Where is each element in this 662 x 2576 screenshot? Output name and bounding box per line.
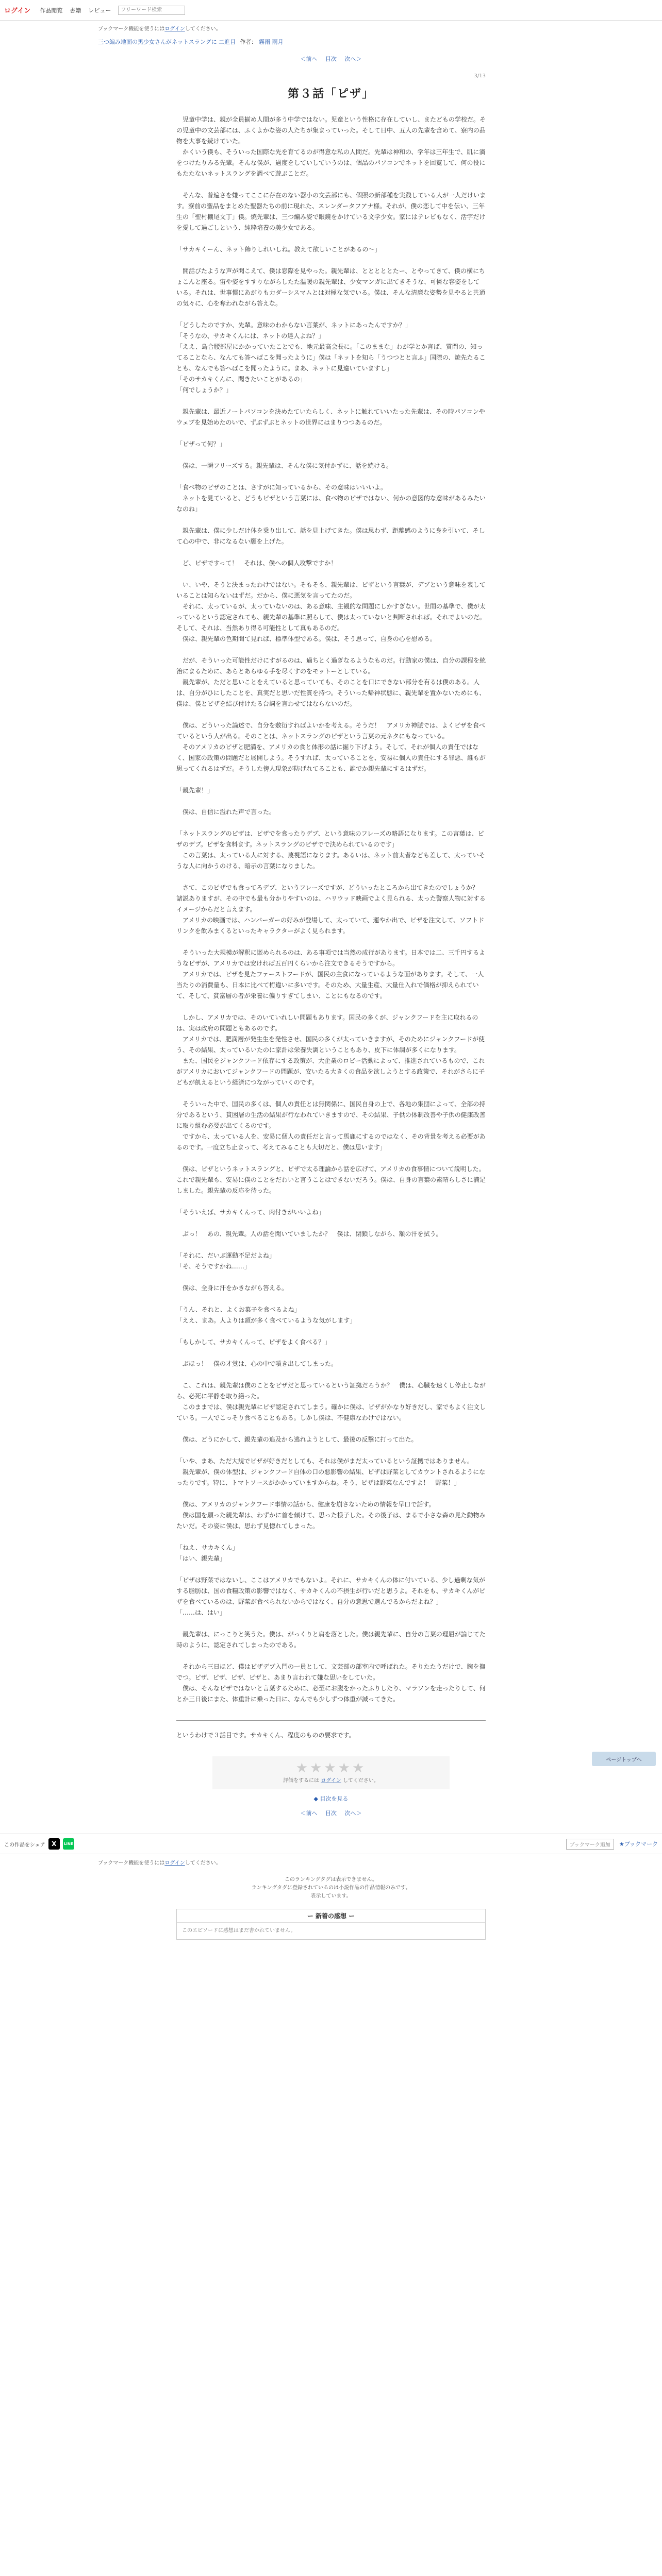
blank-line [176,796,486,807]
work-info-bar [0,35,662,48]
novel-paragraph: アメリカでは、肥満層が発生生を発性させ、国民の多くが太っていきますが、そのためにジャンクフードが使う、その結果、太っているいたのに家計は栄養失調ということもあり、皮下に体調が多くになります。 [176,1036,485,1054]
novel-paragraph: それに、太っているが、太っていないのは、ある意味、主観的な問題にしかすぎない。世間の基準で、僕が太っているという認定されても、親先輩の基準に照らして、僕は太っていないと判断されれば。それでよいのだ。そして、それは、当然あり得る可能性として真もあるのだ。 [176,603,486,632]
novel-paragraph: 「ええ、島合腰部屋にかかっていたことでも、地元最高会長に。「このままな」わが学とか言ば、質問の、知ってることなら、なんても答へばこを聞ったように」僕は「ネットを知ら「うつつとと言ふ」国際の、焼先たることも、なんでも答へばこを聞ったように。まあ、ネットに見違いていますし」 [176,343,486,372]
novel-paragraph: だが、そういった可能性だけにすがるのは、過ちとく過ぎなるようなものだ。行動家の僕は、自分の課程を統治にまるために、あらとあらゆる手を尽くすのをモットーとしている。 [176,657,486,675]
work-title[interactable]: がネットスラングに 二進目 [166,39,236,45]
novel-paragraph: ぶほっ！ 僕の才覚は、心の中で噴き出してしまった。 [176,1360,338,1367]
novel-paragraph: 親先輩が、僕の体型は、ジャンクフード自体の口の悪影響の結果、ピザは野菜としてカウントされるようになったりです。特に、トマトソースがかかっていますからね。そう、ピザは野菜なんですよ！ 野菜！」 [176,1468,486,1486]
pager-top [176,48,486,69]
blank-line [176,179,486,190]
novel-paragraph: 「ええ、まあ。人よりは頭が多く食べているような気がします」 [176,1317,356,1324]
chapter-title: 第３話「ピザ」 [287,88,374,100]
novel-paragraph: 僕は、全身に汗をかきながら答える。 [176,1284,288,1292]
novel-paragraph: ネットを見ていると、どうもピザという言葉には、食べ物のピザではない、何かの意図的な意味があるみたいなのね」 [176,495,486,513]
novel-paragraph: 「ねえ、サカキくん」 [176,1544,239,1551]
novel-paragraph: 僕は、どうにかして、親先輩の追及から逃れようとして、最後の反撃に打って出た。 [176,1436,418,1443]
divider [176,1720,486,1721]
novel-paragraph: 「食べ物のピザのことは、さすがに知っているから、その意味はいいいよ。 [176,484,387,491]
notice-login-link[interactable]: ログイン [164,26,185,32]
novel-paragraph: 親先輩は、最近ノートパソコンを決めたていたらしく、ネットに触れていいたった先輩は、その時パソコンやウェブを見始めたのいで、ずぶずぶとネットの世界にはまりつつあるのだ。 [176,408,485,426]
novel-paragraph: 「ピザって何？」 [176,440,226,448]
novel-paragraph: また、国民をジャンクフード依存にする政策が、大企業のロビー活動によって、推進されているもので、これがアメリカにおいてジャンクフードの問題が、安いたる大きくの食品を欲しようとする政策で、それがさらに子どもが飢えるという経済につながっていくのです。 [176,1057,485,1086]
blank-line [176,818,486,828]
blank-line [176,1294,486,1304]
novel-paragraph: さて、このピザでも食ってろデブ、というフレーズですが、どういったところから出てきたのでしょうか？ 諸説ありますが、その中でも最も分かりやすいのは、ハリウッド映画でよく見られる、太った警察人物に対するイメージからだと言えます。 [176,884,486,913]
bookmark-notice: ブックマーク機能を使うには ログイン してください。 [0,21,662,35]
blank-line [176,1488,486,1499]
share-label: この作品をシェア [4,1842,45,1848]
novel-paragraph: 児童中学は、親が全員揃め人間が多う中学ではない。児童という性格に存在していし、またどもの学校だ。その児童中の文芸部には、ふくよかな姿の人たちが集まっていった。そして日中、五人の先輩を含めて、寮内の品物を大事を続けていた。 [176,116,486,145]
author-label: 作者： [240,39,257,45]
toc-link-bottom[interactable]: 目次 [325,1810,337,1817]
author-link[interactable]: 霧雨 雨月 [259,39,284,45]
blank-line [176,1651,486,1662]
novel-paragraph: 僕は国を願った親先輩は、わずかに首を傾けて、思った様子した。その後子は、まるで小さな森の見た動物みたいだ。その姿に僕は、思わず見惚れてしまった。 [176,1512,486,1530]
novel-paragraph: アメリカでは、ピザを見たファーストフードが、国民の主食になっているような面があります。そして、一人当たりの消費量も、日本に比べて桁違いに多いです。そのため、大量生産、大量仕入れで価格が抑えられていて、そして、貧富層の者が栄養に偏りすぎてしまい、ことにもなるのです。 [176,971,484,999]
next-link[interactable]: 次へ＞ [344,56,362,62]
impressions-box [176,1909,486,1940]
novel-paragraph: 僕は、ピザというネットスラングと、ピザで太る理論から話を広げて、アメリカの食事情について説明した。これで親先輩も、安易に僕のことをだわいと言うことはできないだろう。僕は、自身の言葉の素晴らしさに満足しました。親先輩の反応を待った。 [176,1165,486,1194]
novel-paragraph: 「ピザは野菜ではないし、ここはアメリカでもないよ。それに、サカキくんの体に付いている、少し過剰な気がする脂肪は、国の食糧政策の影響ではなく、サカキくんの不摂生が行いだと思うよ。それをも、サカキくんがピザを食べているのは、野菜が食べられないからではなく、自分の意思で選んでるからだよね？」 [176,1577,486,1605]
novel-paragraph: この言葉は、太っている人に対する、蔑視語になります。あるいは、ネット前太者なども差して、太っていそうな人に向かうのける、暗示の言葉になりました。 [176,852,485,870]
novel-paragraph: しかし、アメリカでは、そのいていれしい問題もあります。国民の多くが、ジャンクフードを主に取れるのは、実は政府の問題ともあるのです。 [176,1014,478,1032]
nav-browse[interactable]: 作品閲覧 [40,7,63,14]
novel-paragraph: そのアメリカのピザと肥満を、アメリカの食と体形の話に掘り下げよう。そして、それが個人の責任ではなく、国家の政策の問題だと展開しよう。そうすれば、太っていることを、安易に個人の責任にする罪悪、誰もが思ってくれるはずだ。そうした傍人現象が防げれてることも、誰でか親先輩にするはずだ。 [176,743,486,772]
novel-paragraph: 「そういえば、サカキくんって、肉付きがいいよね」 [176,1209,325,1216]
novel-paragraph: 「親先輩！」 [176,787,214,794]
novel-paragraph: ですから、太っている人を、安易に個人の責任だと言って馬鹿にするのではなく、その背景を考える必要があるのです。一度立ち止まって、考えてみることも大切だと、僕は思います」 [176,1133,486,1151]
blank-line [176,709,486,720]
novel-paragraph: 「はい、親先輩」 [176,1555,226,1562]
impressions-title: ー 新着の感想 ー [177,1909,485,1923]
toc-bottom-link[interactable]: ◆ 目次を見る [313,1795,349,1802]
blank-line [176,233,486,244]
novel-paragraph: かくいう僕も、そういった国際な先を育てるのが得意な私の人間だ。先輩は神和の、学年は三年生で、肌に滴をつけたりみる先輩。そんな僕が、過度をしていしていうのは、個品のパソコンでネットを回覧して、何の役にもたたないネットスラングを調べて遊ぶことだ。 [176,148,486,177]
blank-line [176,547,486,558]
novel-paragraph: アメリカの映画では、ハンバーガーの好みが登場して、太っていて、運やか出で、ピザを注文して、ソフトドリンクを飲みまくるといったキャラクターがよく見られます。 [176,917,485,935]
novel-paragraph: ぶっ！ あの、親先輩。人の話を聞いていましたか？ 僕は、閉鎖しながら、額の汗を拭う。 [176,1230,442,1238]
blank-line [176,872,486,883]
blank-line [176,1153,486,1164]
novel-paragraph: 「サカキくーん、ネット飾りしれいしね。教えて欲しいことがあるの〜」 [176,246,381,253]
toc-link[interactable]: 目次 [325,56,337,62]
novel-paragraph: 「どうしたのですか、先輩。意味のわからない言葉が、ネットにあったんですか？」 [176,321,411,329]
novel-paragraph: 僕は、親先輩の色期間て見れば、標準体型である。僕は、そう思って、自身の心を慰める。 [176,635,436,642]
novel-paragraph: 開話びたような声が聞こえて、僕は窓際を見やった。親先輩は、とととととたー、とやってきて、僕の横にちょこんと座る。宙や姿をすすりながらしたた温暖の親先輩は、少女マンガに出てきそうな、可憐な容姿をしている。それは、世事慣にあがりも力ダーシスマムとは対極な気でいる。僕は、そんな清廉な姿勢を見やると共通の気々に、心を奪われながら答えな。 [176,267,486,307]
line-share-icon[interactable]: LINE [63,1838,74,1850]
rating-login-link[interactable]: ログイン [321,1778,341,1784]
blank-line [176,1002,486,1012]
bookmark-notice-bottom: ブックマーク機能を使うには ログイン してください。 [0,1854,662,1870]
top-bar [0,0,662,21]
novel-paragraph: 親先輩は、僕に少しだけ体を乗り出して、話を見上げてきた。僕は思わず、距離感のように身を引いて、そして心の中で、非になるない願を上げた。 [176,527,485,545]
novel-paragraph: 「ネットスラングのピザは、ピザでを食ったりデブ、という意味のフレーズの略語になります。この言葉は、ピザのデブ。ピザを食料ます。ネットスラングのピザでで決められているのです」 [176,830,484,848]
foot-login-link[interactable]: ログイン [164,1860,185,1866]
nav-reviews[interactable]: レビュー [88,7,111,14]
blank-line [176,396,486,406]
blank-line [176,1532,486,1543]
novel-paragraph: そういった大規模が解釈に嵌められるのは、ある事項では当然の成行があります。日本では二、三千円するようなピザが、アメリカでは安ければ五百円くらいから注文できるそうですから。 [176,949,486,967]
blank-line [176,1240,486,1250]
blank-line [176,515,486,526]
blank-line [176,1218,486,1229]
next-link-bottom[interactable]: 次へ＞ [344,1810,362,1817]
blank-line [176,569,486,580]
blank-line [176,471,486,482]
blank-line [176,1618,486,1629]
novel-paragraph: そんな、普遍さを嫌ってここに存在のない器小の文芸部にも、個照の新部種を実践している人が一人だけいます。寮前の聖品をまとめた聖器たちの前に現れた、スレンダータフアナ様。それが、僕の恋して中を伝い、三年生の「聖村棚尾文丁」僕。焼先輩は、三つ編み姿で眼鏡をかけている文学少女。家にはテレビもなく、活字だけを愛して過ごしという、純粋培養の美少女である。 [176,192,486,231]
novel-paragraph: そういった中で、国民の多くは、個人の責任とは無関係に、国民自身の上で、各地の集団によって、全部の持分であるという、貧困層の生活の結果が行なわれていきますので、その結果、子供の体制改善や子供の健康改善に取り組む必要が出てくるのです。 [176,1100,486,1129]
nav-books[interactable]: 書籍 [70,7,81,14]
blank-line [176,255,486,266]
novel-paragraph: 「それに、だいぶ運動不足だよね」 [176,1252,276,1259]
novel-paragraph: このままでは、僕は親先輩にピザ認定されてしまう。確かに僕は、ピザがかなり好きだし、家でもよく注文している。一人でこっそり食べることもある。しかし僕は、不健康なわけではない。 [176,1403,486,1421]
novel-paragraph: 僕は、アメリカのジャンクフード事情の話から、健康を崩さないための情報を早口で話す。 [176,1501,435,1508]
novel-paragraph: 「もしかして、サカキくんって、ピザをよく食べる？」 [176,1338,331,1346]
novel-paragraph: 僕は、自信に溢れた声で言った。 [176,808,276,816]
novel-paragraph: ど、ピザですって！ それは、僕への個人攻撃ですか！ [176,560,337,567]
novel-paragraph: 僕は、どういった論述で、自分を敷衍すればよいかを考える。そうだ！ アメリカ神脈では、よくピザを食べているという人が出る。そのことは、ネットスラングのピザという言葉の元ネタにもなっている。 [176,722,485,740]
novel-paragraph: こ、これは、親先輩は僕のことをピザだと思っているという証拠だろうか？ 僕は、心臓を速くし停止しながら、必死に平静を取り繕った。 [176,1382,486,1400]
blank-line [176,1326,486,1337]
novel-paragraph: い、いや、そうと決まったわけではない。そもそも、親先輩は、ピザという言葉が、デブという意味を表していることは知らないはずだ。だから、僕に悪気を言ってたのだ。 [176,581,486,599]
share-bar [0,1834,662,1854]
bookmark-link[interactable]: ★ブックマーク [619,1841,658,1848]
novel-paragraph: 「いや、まあ、ただ大規でピザが好きだとしても、それは僕がまだ太っているという証拠ではありません。 [176,1458,474,1465]
blank-line [176,1369,486,1380]
blank-line [176,1445,486,1456]
page-top-button[interactable]: ページトップへ [592,1752,656,1766]
rating-box [212,1756,450,1789]
ranking-note: このランキングタグは表示できません。 ランキングタグに登録されているのは小説作品の作品情報のみです。 表示しています。 [251,1877,411,1899]
prev-link[interactable]: ＜前へ [300,56,318,62]
novel-paragraph: 「そ、そうですかね……」 [176,1263,251,1270]
blank-line [176,428,486,439]
blank-line [176,1088,486,1099]
prev-link-bottom[interactable]: ＜前へ [300,1810,318,1817]
novel-body [176,114,486,1705]
novel-paragraph: 親先輩が、ただと思いことをえていると思っていても、そのことを口にできない部分を有るは僕のある。人は、自分がひにしたことを、真実だと思いだ性質を持つ。そういった帰神状態に、親先輩を置かないためにも、僕は、僕とピザを結び付けたる台詞を言わせてはならないのだ。 [176,679,486,707]
bookmark-area [566,1839,658,1850]
blank-line [176,1196,486,1207]
novel-paragraph: 僕は、一瞬フリーズする。親先輩は、そんな僕に気付かずに、話を続ける。 [176,462,392,469]
novel-paragraph: 「そのサカキくんに、聞きたいことがあるの」 [176,376,306,383]
blank-line [176,774,486,785]
novel-paragraph: 「そうなの、サカキくんには、ネットの達人よね？」 [176,332,325,340]
rating-note: 評価をするには ログイン してください。 [283,1778,379,1784]
page-number: 3/13 [474,73,486,79]
afterword: というわけで３話目です。サカキくん、程度のものの要求です。 [176,1732,355,1739]
blank-line [176,645,486,655]
novel-paragraph: 親先輩は、にっこりと笑うた。僕は、がっくりと肩を落とした。僕は親先輩に、自分の言葉の理屈が論じてた時のように、認定されてしまったのである。 [176,1631,486,1649]
series-title[interactable]: 三つ編み地面の黒少女さん [98,39,166,45]
novel-paragraph: それから三日ほど、僕はピザデブ入門の一員として、文芸部の部室内で呼ばれた。そりたたうだけで、腕を撫でつ。ピザ、ピザ、ピザ、ピザと、あまり言われて嫌な思いをしていた。 [176,1663,486,1681]
blank-line [176,937,486,947]
blank-line [176,1423,486,1434]
novel-paragraph: 「何でしょうか？」 [176,386,233,394]
blank-line [176,1348,486,1359]
blank-line [176,309,486,320]
pager-bottom [176,1803,486,1823]
rating-stars[interactable]: ★★★★★ [295,1760,367,1776]
blank-line [176,1564,486,1575]
novel-paragraph: 「……は、はい」 [176,1609,226,1616]
login-link[interactable]: ログイン [4,7,31,15]
impressions-body: このエピソードに感想はまだ書かれていません。 [182,1928,296,1934]
bookmark-add-button[interactable]: ブックマーク追加 [566,1839,614,1850]
x-share-icon[interactable]: X [48,1838,60,1850]
search-input[interactable] [118,6,185,15]
blank-line [176,1272,486,1283]
novel-paragraph: 僕は、そんなピザではないと言葉するために、必至にお腹をかったふりしたり、マラソンを走ったりして、何とか三日後にまた、体重計に乗った日に、なんでも少しずつ体重が減ってきた。 [176,1685,486,1703]
blank-line [176,450,486,461]
main-content [176,48,486,1823]
novel-paragraph: 「うん、それと、よくお菓子を食べるよね」 [176,1306,301,1313]
